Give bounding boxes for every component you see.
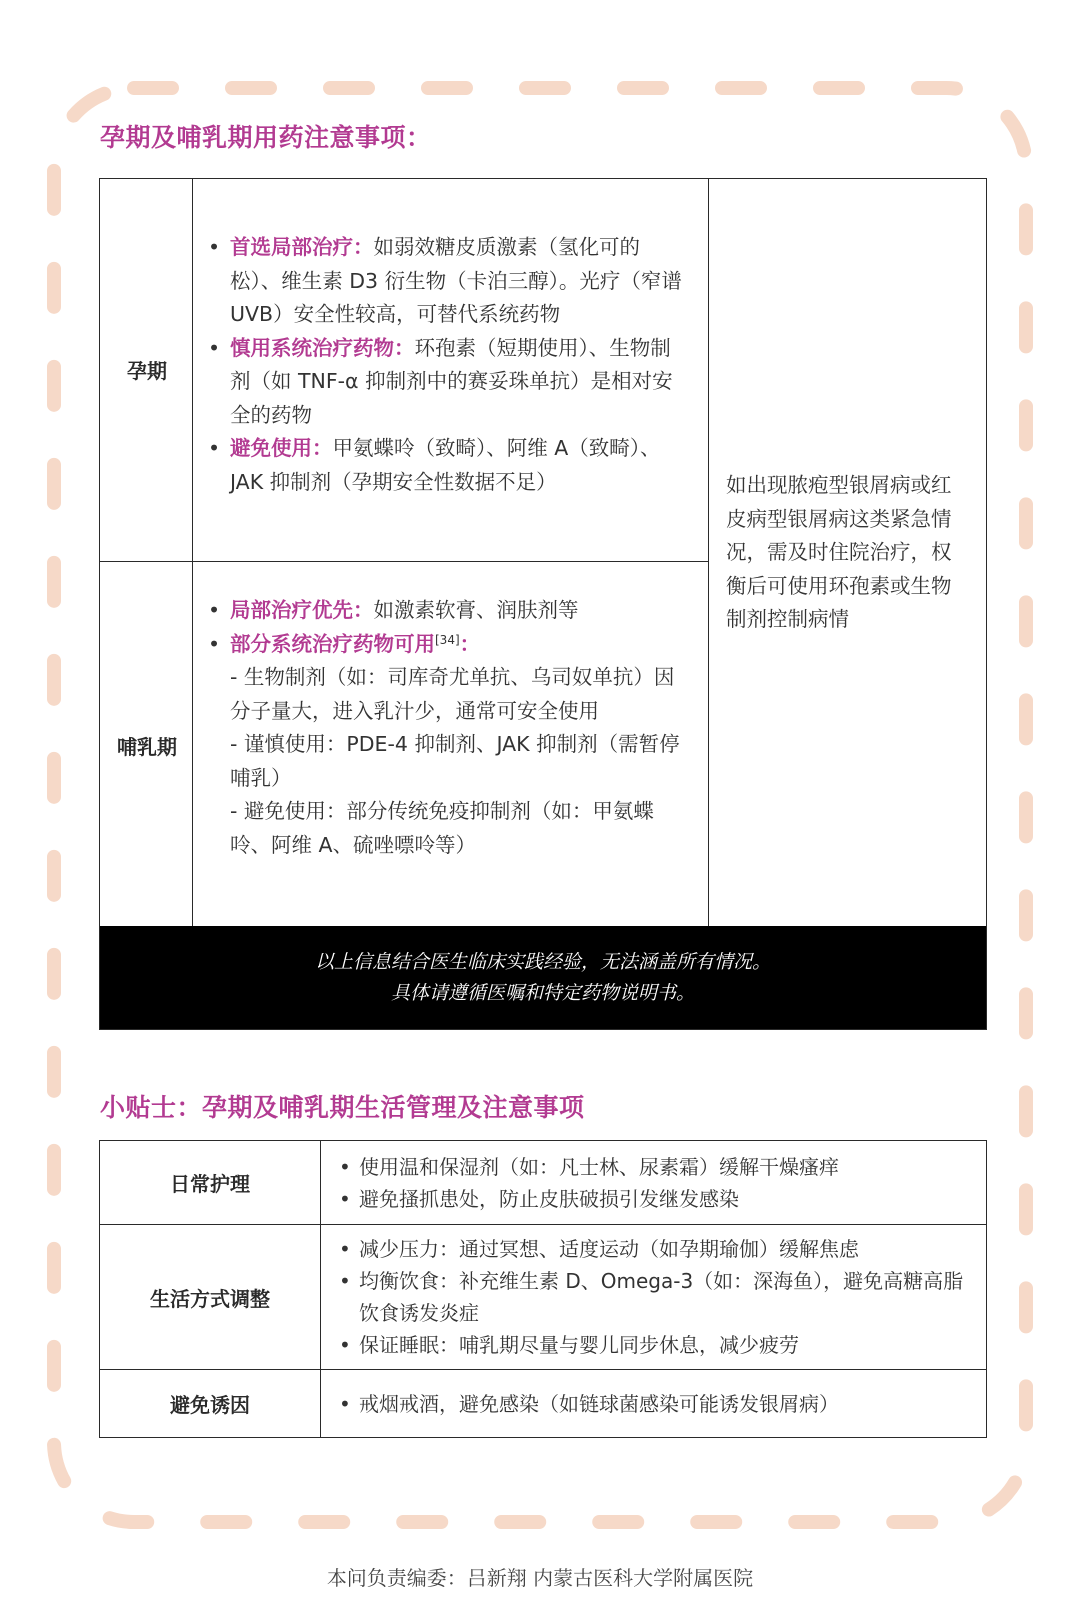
lactation-sub-item: - 生物制剂（如：司库奇尤单抗、乌司奴单抗）因分子量大，进入乳汁少，通常可安全使用 — [230, 665, 675, 723]
list-item: • 使用温和保湿剂（如：凡士林、尿素霜）缓解干燥瘙痒 — [335, 1151, 970, 1183]
stage-label-lactation: 哺乳期 — [117, 735, 177, 759]
table-row — [100, 1370, 987, 1438]
table-divider — [708, 179, 709, 928]
list-item: • 减少压力：通过冥想、适度运动（如孕期瑜伽）缓解焦虑 — [335, 1233, 970, 1265]
tips-table — [99, 1140, 987, 1438]
disclaimer-banner — [100, 926, 986, 1029]
list-item: • 均衡饮食：补充维生素 D、Omega-3（如：深海鱼），避免高糖高脂饮食诱发炎症 — [335, 1265, 970, 1329]
table-row — [100, 1225, 987, 1370]
tips-category: 日常护理 — [100, 1141, 321, 1225]
disclaimer-line: 具体请遵循医嘱和特定药物说明书。 — [390, 981, 695, 1004]
page-title: 孕期及哺乳期用药注意事项： — [100, 123, 432, 152]
lactation-sub-item: - 谨慎使用：PDE-4 抑制剂、JAK 抑制剂（需暂停哺乳） — [230, 732, 680, 790]
footer-credit: 本问负责编委：吕新翔 内蒙古医科大学附属医院 — [326, 1566, 754, 1590]
list-item: • 避免使用：甲氨蝶呤（致畸）、阿维 A（致畸）、JAK 抑制剂（孕期安全性数据不足） — [202, 432, 688, 499]
lactation-guidance — [202, 594, 688, 862]
list-item: • 首选局部治疗：如弱效糖皮质激素（氢化可的松）、维生素 D3 衍生物（卡泊三醇）。光疗（窄谱 UVB）安全性较高，可替代系统药物 — [202, 231, 688, 332]
list-item: • 慎用系统治疗药物：环孢素（短期使用）、生物制剂（如 TNF-α 抑制剂中的赛妥珠单抗）是相对安全的药物 — [202, 332, 688, 433]
list-item: • 保证睡眠：哺乳期尽量与婴儿同步休息，减少疲劳 — [335, 1329, 970, 1361]
list-item: • 避免搔抓患处，防止皮肤破损引发继发感染 — [335, 1183, 970, 1215]
list-item: • 部分系统治疗药物可用[34]： — [202, 628, 688, 662]
stage-label-pregnancy: 孕期 — [127, 359, 167, 383]
list-item: • 局部治疗优先：如激素软膏、润肤剂等 — [202, 594, 688, 628]
tips-category: 生活方式调整 — [100, 1225, 321, 1370]
disclaimer-line: 以上信息结合医生临床实践经验，无法涵盖所有情况。 — [314, 950, 771, 973]
list-item: • 戒烟戒酒，避免感染（如链球菌感染可能诱发银屑病） — [335, 1388, 970, 1420]
lactation-sub-item: - 避免使用：部分传统免疫抑制剂（如：甲氨蝶呤、阿维 A、硫唑嘌呤等） — [230, 799, 654, 857]
medication-table — [99, 178, 987, 1030]
emergency-note: 如出现脓疱型银屑病或红皮病型银屑病这类紧急情况，需及时住院治疗，权衡后可使用环孢素或生物制剂控制病情 — [726, 473, 952, 631]
table-divider — [100, 561, 709, 562]
tips-category: 避免诱因 — [100, 1370, 321, 1438]
tips-title: 小贴士：孕期及哺乳期生活管理及注意事项 — [100, 1093, 585, 1122]
citation-ref: [34] — [435, 632, 460, 647]
pregnancy-guidance — [202, 231, 688, 499]
table-divider — [192, 179, 193, 928]
table-row — [100, 1141, 987, 1225]
